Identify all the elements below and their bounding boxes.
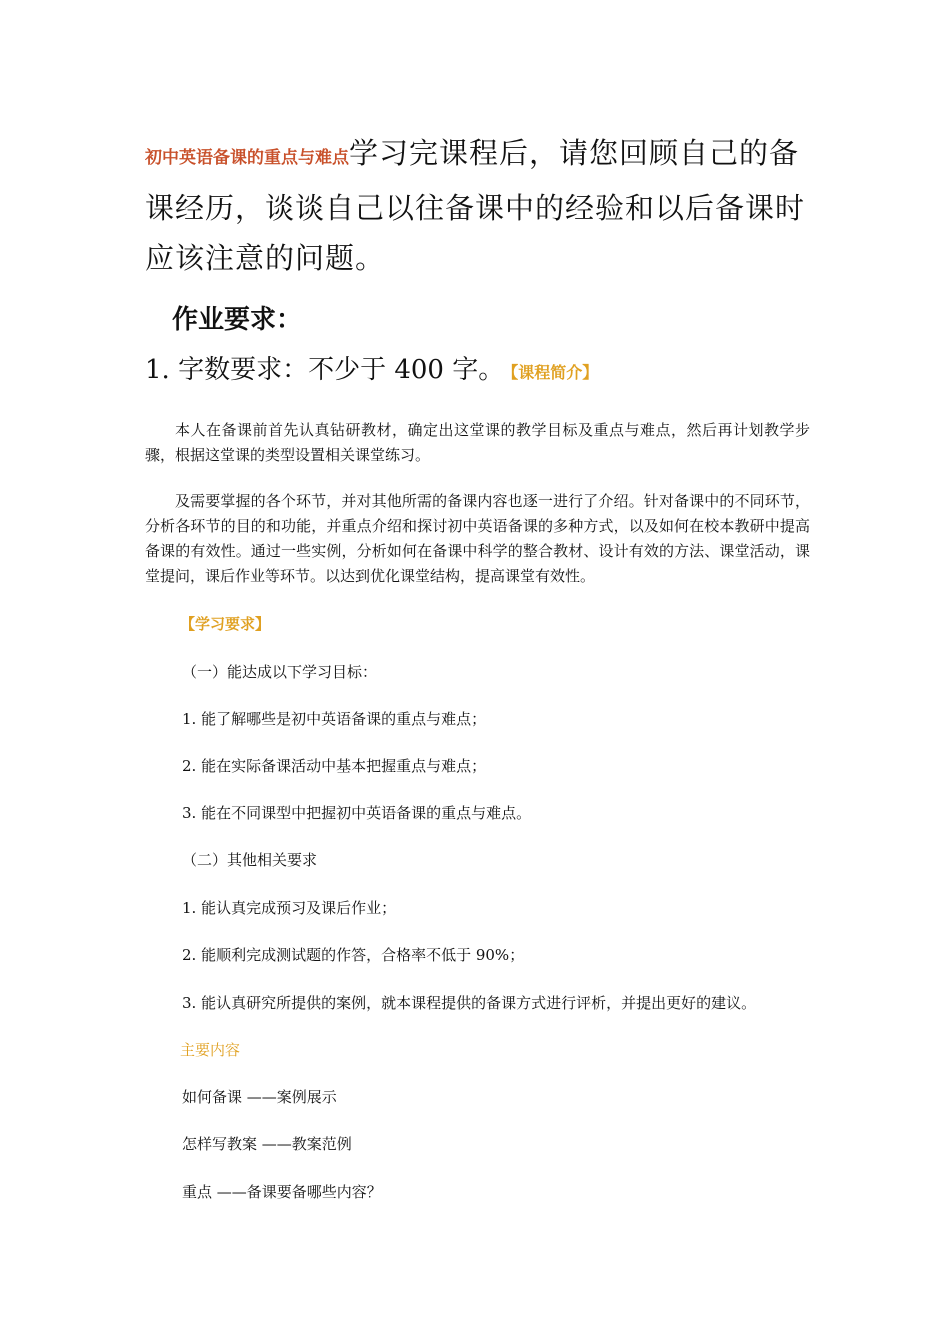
goals-heading: （一）能达成以下学习目标：: [182, 663, 378, 681]
main-content-item: 重点 ——备课要备哪些内容？: [182, 1183, 382, 1201]
body-paragraph-1: 本人在备课前首先认真钻研教材，确定出这堂课的教学目标及重点与难点，然后再计划教学步骤，根据这堂课的类型设置相关课堂练习。: [145, 421, 810, 464]
intro-paragraph: [145, 128, 815, 283]
other-requirements-heading: （二）其他相关要求: [182, 851, 318, 869]
goal-item: 1. 能了解哪些是初中英语备课的重点与难点；: [182, 710, 487, 728]
study-requirements-tag: 【学习要求】: [180, 615, 271, 633]
other-requirement-item: 1. 能认真完成预习及课后作业；: [182, 899, 397, 917]
main-content-item: 怎样写教案 ——教案范例: [182, 1135, 352, 1153]
main-content-item: 如何备课 ——案例展示: [182, 1088, 337, 1106]
course-intro-tag: 【课程简介】: [510, 363, 599, 382]
course-title-highlight: 初中英语备课的重点与难点: [145, 148, 349, 168]
main-content-heading: 主要内容: [180, 1041, 241, 1059]
word-requirement-text: 1. 字数要求：不少于 400 字。: [145, 355, 505, 385]
body-paragraph-2: 及需要掌握的各个环节，并对其他所需的备课内容也逐一进行了介绍。针对备课中的不同环节，分析各环节的目的和功能，并重点介绍和探讨初中英语备课的多种方式，以及如何在校本教研中提高备课的有效性。通过一些实例，分析如何在备课中科学的整合教材、设计有效的方法、课堂活动，课堂提问，课后作业等环节。以达到优化课堂结构，提高课堂有效性。: [145, 492, 810, 585]
goal-item: 2. 能在实际备课活动中基本把握重点与难点；: [182, 757, 487, 775]
homework-title: 作业要求：: [172, 305, 303, 335]
intro-text: 学习完课程后，请您回顾自己的备课经历，谈谈自己以往备课中的经验和以后备课时应该注意的问题。: [145, 136, 806, 275]
other-requirement-item: 3. 能认真研究所提供的案例，就本课程提供的备课方式进行评析，并提出更好的建议。: [182, 994, 757, 1012]
goal-item: 3. 能在不同课型中把握初中英语备课的重点与难点。: [182, 804, 532, 822]
word-requirement: [145, 350, 598, 393]
other-requirement-item: 2. 能顺利完成测试题的作答，合格率不低于 90%；: [182, 946, 525, 964]
